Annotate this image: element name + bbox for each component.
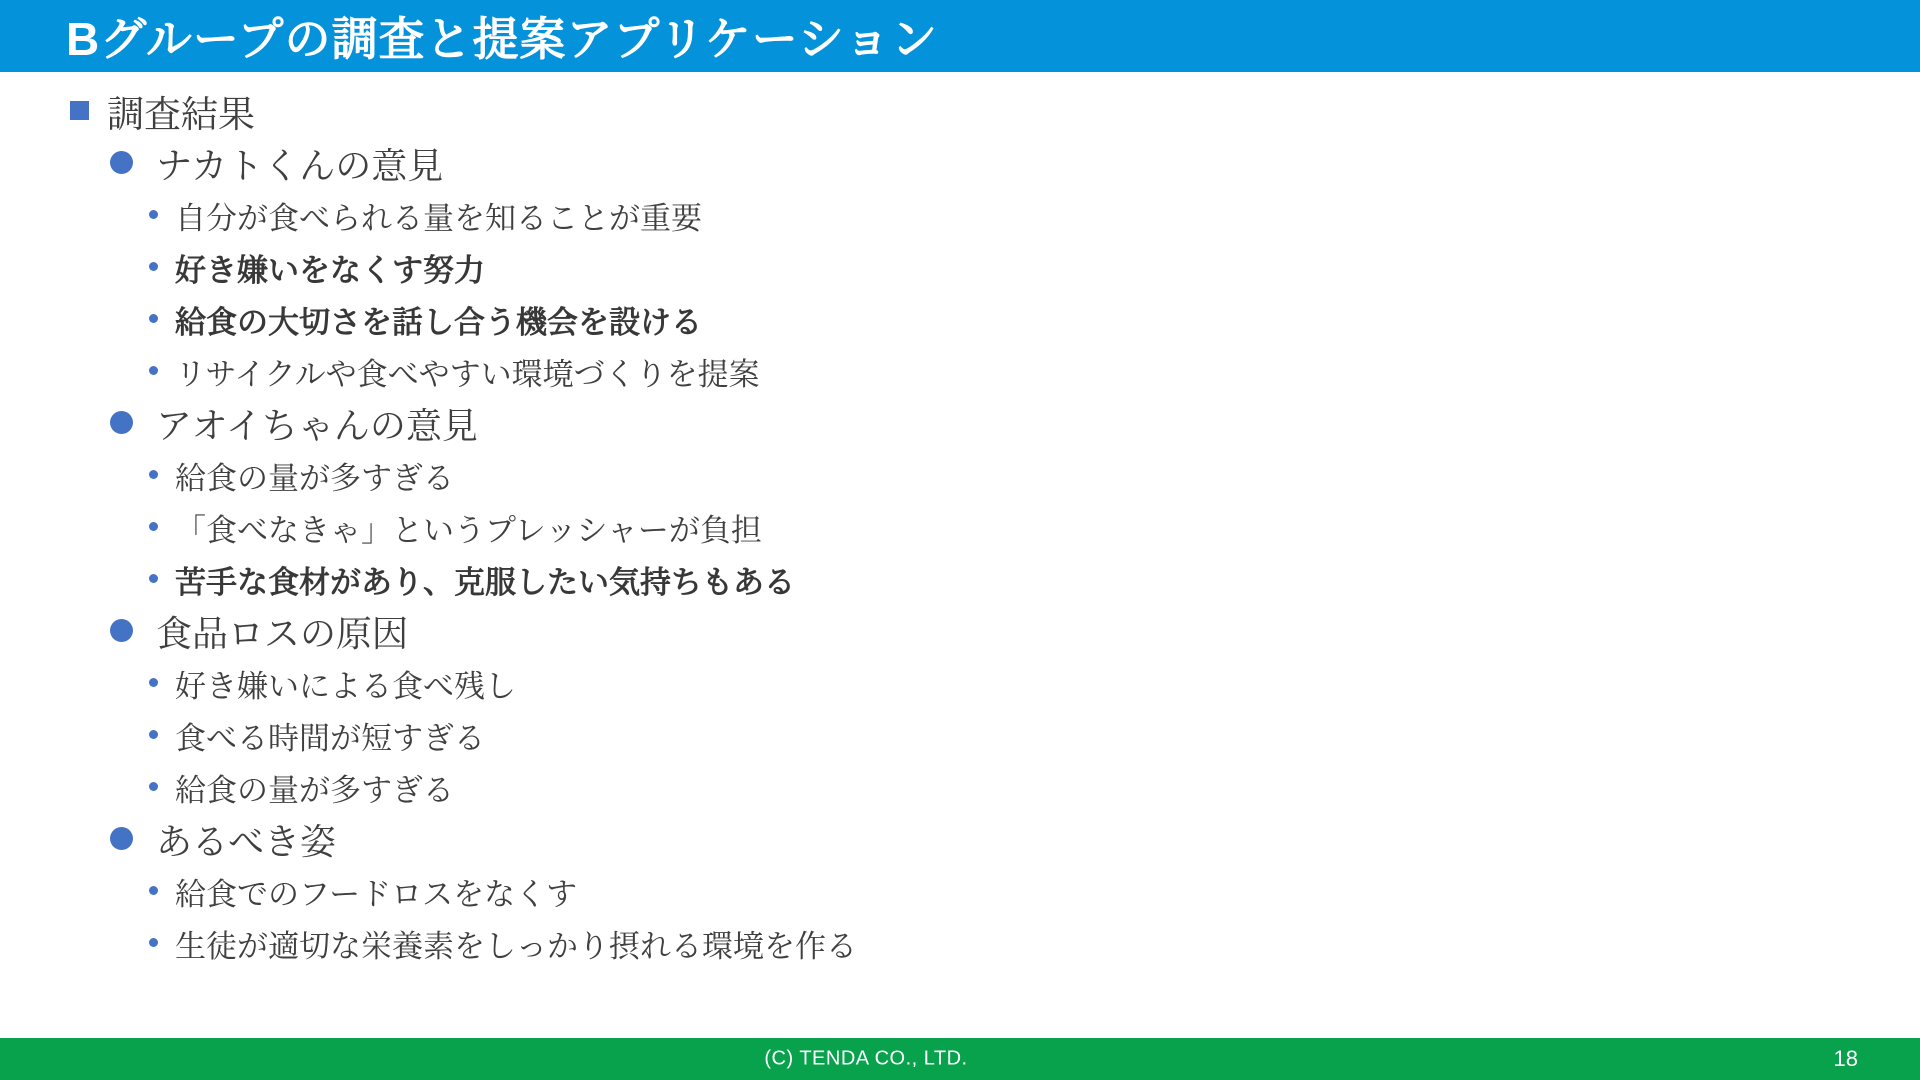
bullet-text: 自分が食べられる量を知ることが重要 xyxy=(175,200,702,236)
dot-bullet-icon xyxy=(149,886,158,895)
bullet-row-level2 xyxy=(0,813,1920,865)
bullet-text: 食品ロスの原因 xyxy=(156,612,409,654)
bullet-row-level3 xyxy=(0,241,1920,293)
bullet-row-level3 xyxy=(0,709,1920,761)
dot-bullet-icon xyxy=(149,522,158,531)
bullet-text: あるべき姿 xyxy=(156,820,337,862)
dot-bullet-icon xyxy=(149,730,158,739)
bullet-text: 調査結果 xyxy=(107,94,255,135)
dot-bullet-icon xyxy=(149,574,158,583)
circle-bullet-icon xyxy=(110,411,133,434)
bullet-row-level3 xyxy=(0,501,1920,553)
dot-bullet-icon xyxy=(149,938,158,947)
bullet-text: 「食べなきゃ」というプレッシャーが負担 xyxy=(175,512,762,548)
bullet-row-level2 xyxy=(0,605,1920,657)
bullet-text: 給食の大切さを話し合う機会を設ける xyxy=(175,304,702,340)
slide-title: Bグループの調査と提案アプリケーション xyxy=(66,13,938,65)
bullet-text: リサイクルや食べやすい環境づくりを提案 xyxy=(175,356,760,392)
bullet-row-level3 xyxy=(0,189,1920,241)
square-bullet-icon xyxy=(70,101,89,120)
page-number: 18 xyxy=(1833,1046,1858,1071)
bullet-list xyxy=(0,85,1920,969)
bullet-row-level2 xyxy=(0,397,1920,449)
dot-bullet-icon xyxy=(149,470,158,479)
bullet-row-level3 xyxy=(0,761,1920,813)
bullet-text: 好き嫌いによる食べ残し xyxy=(175,668,516,704)
bullet-text: アオイちゃんの意見 xyxy=(156,404,478,446)
dot-bullet-icon xyxy=(149,210,158,219)
bullet-row-level3 xyxy=(0,553,1920,605)
bullet-row-level1 xyxy=(0,85,1920,137)
bullet-row-level2 xyxy=(0,137,1920,189)
dot-bullet-icon xyxy=(149,782,158,791)
bullet-row-level3 xyxy=(0,293,1920,345)
footer-copyright: (C) TENDA CO., LTD. xyxy=(764,1047,968,1070)
bullet-text: 給食の量が多すぎる xyxy=(175,460,454,496)
bullet-text: 給食でのフードロスをなくす xyxy=(175,876,578,912)
bullet-row-level3 xyxy=(0,345,1920,397)
bullet-row-level3 xyxy=(0,449,1920,501)
circle-bullet-icon xyxy=(110,827,133,850)
circle-bullet-icon xyxy=(110,619,133,642)
bullet-text: 苦手な食材があり、克服したい気持ちもある xyxy=(175,564,795,600)
dot-bullet-icon xyxy=(149,314,158,323)
bullet-text: ナカトくんの意見 xyxy=(156,144,444,186)
slide-title-bar xyxy=(0,0,1920,72)
bullet-row-level3 xyxy=(0,657,1920,709)
dot-bullet-icon xyxy=(149,678,158,687)
circle-bullet-icon xyxy=(110,151,133,174)
bullet-row-level3 xyxy=(0,865,1920,917)
bullet-text: 食べる時間が短すぎる xyxy=(175,720,485,756)
bullet-text: 生徒が適切な栄養素をしっかり摂れる環境を作る xyxy=(175,928,857,964)
bullet-row-level3 xyxy=(0,917,1920,969)
bullet-text: 給食の量が多すぎる xyxy=(175,772,454,808)
footer-bar xyxy=(0,1038,1920,1080)
bullet-text: 好き嫌いをなくす努力 xyxy=(175,252,485,288)
dot-bullet-icon xyxy=(149,366,158,375)
dot-bullet-icon xyxy=(149,262,158,271)
